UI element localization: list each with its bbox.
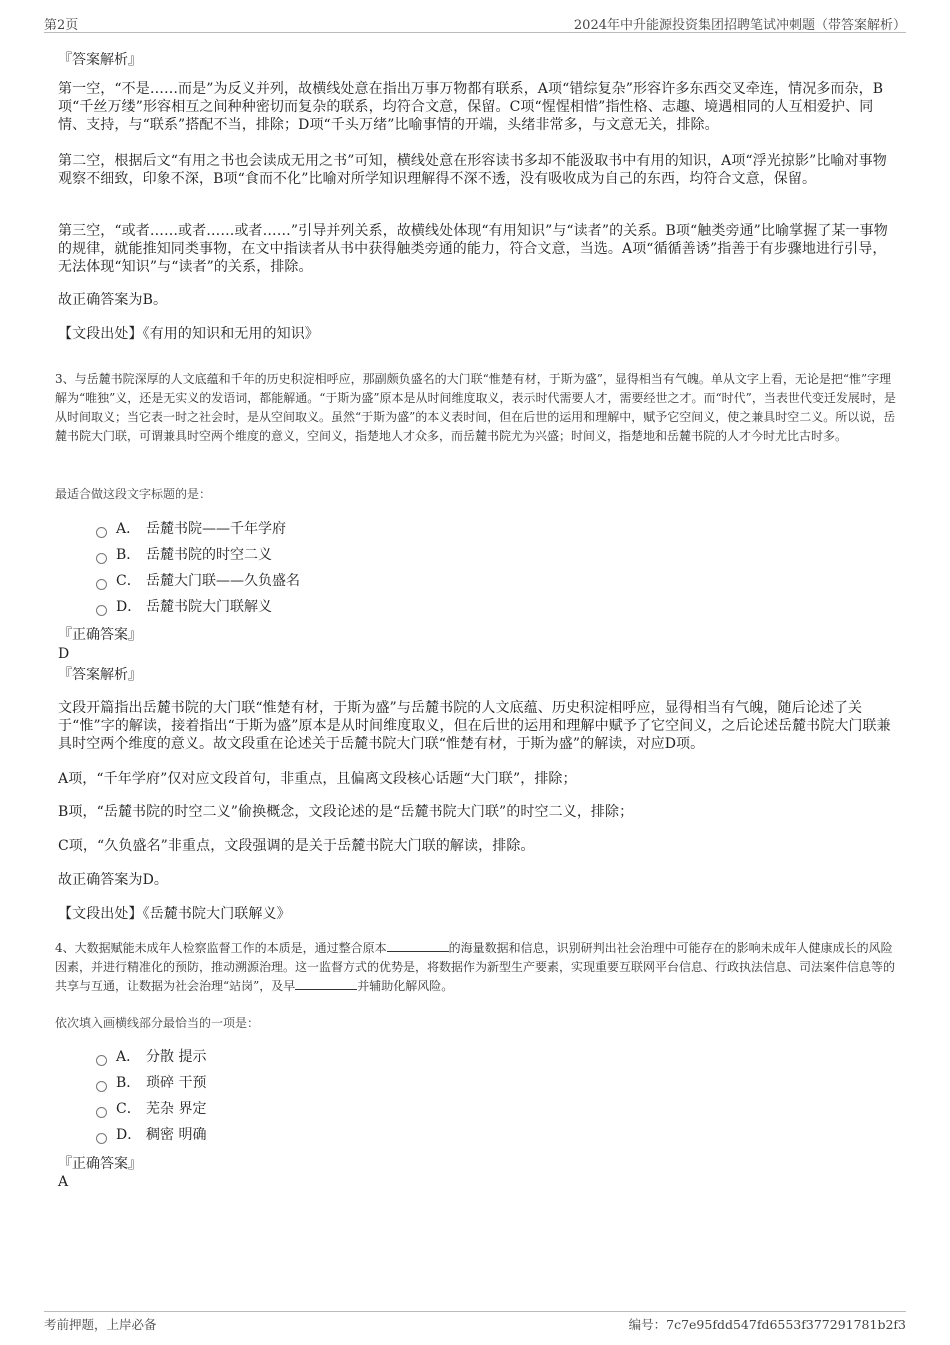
option-c[interactable]: C． 岳麓大门联——久负盛名 bbox=[96, 572, 300, 590]
question-prompt: 最适合做这段文字标题的是： bbox=[55, 487, 212, 501]
answer-value: A bbox=[58, 1174, 69, 1190]
option-a[interactable]: A． 岳麓书院——千年学府 bbox=[96, 520, 286, 538]
option-b[interactable]: B． 岳麓书院的时空二义 bbox=[96, 546, 272, 564]
analysis-label: 『答案解析』 bbox=[58, 667, 142, 683]
question-prompt: 依次填入画横线部分最恰当的一项是： bbox=[55, 1016, 260, 1030]
answer-blank bbox=[387, 939, 449, 952]
analysis-paragraph: 第二空，根据后文“有用之书也会读成无用之书”可知，横线处意在形容读书多却不能汲取书中有用的知识，A项“浮光掠影”比喻对事物观察不细致，印象不深，B项“食而不化”比喻对所学知识理解得不深不透，没有吸收成为自己的东西，均符合文意，保留。 bbox=[58, 153, 887, 187]
radio-button[interactable] bbox=[96, 1107, 107, 1118]
page-number: 第2页 bbox=[44, 18, 79, 33]
option-b[interactable]: B． 琐碎 干预 bbox=[96, 1074, 206, 1092]
answer-label: 『正确答案』 bbox=[58, 627, 142, 643]
option-d[interactable]: D． 稠密 明确 bbox=[96, 1126, 206, 1144]
radio-button[interactable] bbox=[96, 527, 107, 538]
radio-button[interactable] bbox=[96, 553, 107, 564]
answer-value: D bbox=[58, 646, 70, 662]
analysis-paragraph: C项，“久负盛名”非重点，文段强调的是关于岳麓书院大门联的解读，排除。 bbox=[58, 838, 535, 854]
analysis-paragraph: 第一空，“不是……而是”为反义并列，故横线处意在指出万事万物都有联系，A项“错综复杂”形容许多东西交叉牵连，情况多而杂，B项“千丝万缕”形容相互之间种种密切而复杂的联系，均符合文意，保留。C项“惺惺相惜”指性格、志趣、境遇相同的人互相爱护、同情、支持，与“联系”搭配不当，排除；D项“千头万绪”比喻事情的开端，头绪非常多，与文意无关，排除。 bbox=[58, 81, 884, 133]
answer-label: 『正确答案』 bbox=[58, 1156, 142, 1172]
page-header bbox=[44, 14, 906, 33]
radio-button[interactable] bbox=[96, 1081, 107, 1092]
page-footer bbox=[44, 1311, 906, 1333]
radio-button[interactable] bbox=[96, 1055, 107, 1066]
option-d[interactable]: D． 岳麓书院大门联解义 bbox=[96, 598, 272, 616]
option-a[interactable]: A． 分散 提示 bbox=[96, 1048, 206, 1066]
source: 【文段出处】《岳麓书院大门联解义》 bbox=[58, 906, 291, 922]
radio-button[interactable] bbox=[96, 579, 107, 590]
analysis-paragraph: B项，“岳麓书院的时空二义”偷换概念，文段论述的是“岳麓书院大门联”的时空二义，排除； bbox=[58, 804, 634, 820]
answer-blank bbox=[295, 977, 357, 990]
radio-button[interactable] bbox=[96, 605, 107, 616]
question-text: 3、与岳麓书院深厚的人文底蕴和千年的历史积淀相呼应，那副颇负盛名的大门联“惟楚有材，于斯为盛”，显得相当有气魄。单从文字上看，无论是把“惟”字理解为“唯独”义，还是无实义的发语词，都能解通。“于斯为盛”原本是从时间维度取义，表示时代需要人才，需要经世之才。而“时代”，当表世代变迁发展时，是从时间取义；当它表一时之社会时，是从空间取义。虽然“于斯为盛”的本义表时间，但在后世的运用和理解中，赋予它空间义，使之兼具时空二义。所以说，岳麓书院大门联，可谓兼具时空两个维度的意义，空间义，指楚地人才众多，而岳麓书院尤为兴盛；时间义，指楚地和岳麓书院的人才今时尤比古时多。 bbox=[55, 372, 896, 443]
analysis-paragraph: 文段开篇指出岳麓书院的大门联“惟楚有材，于斯为盛”与岳麓书院的人文底蕴、历史积淀相呼应，显得相当有气魄，随后论述了关于“惟”字的解读，接着指出“于斯为盛”原本是从时间维度取义，但在后世的运用和理解中赋予了它空间义，之后论述岳麓书院大门联兼具时空两个维度的意义。故文段重在论述关于岳麓书院大门联“惟楚有材，于斯为盛”的解读，对应D项。 bbox=[58, 700, 891, 752]
analysis-paragraph: A项，“千年学府”仅对应文段首句，非重点，且偏离文段核心话题“大门联”，排除； bbox=[58, 771, 577, 787]
radio-button[interactable] bbox=[96, 1133, 107, 1144]
conclusion: 故正确答案为B。 bbox=[58, 292, 168, 308]
footer-slogan: 考前押题，上岸必备 bbox=[44, 1317, 157, 1332]
conclusion: 故正确答案为D。 bbox=[58, 872, 169, 888]
source: 【文段出处】《有用的知识和无用的知识》 bbox=[58, 326, 319, 342]
question-text: 4、大数据赋能未成年人检察监督工作的本质是，通过整合原本 的海量数据和信息，识别研判出社会治理中可能存在的影响未成年人健康成长的风险因素，并进行精准化的预防，推动溯源治理。这一监督方式的优势是，将数据作为新型生产要素，实现重要互联网平台信息、行政执法信息、司法案件信息等的共享与互通，让数据为社会治理“站岗”，及早 并辅助化解风险。 bbox=[55, 941, 896, 993]
document-id: 编号：7c7e95fdd547fd6553f377291781b2f3 bbox=[628, 1317, 906, 1332]
analysis-paragraph: 第三空，“或者……或者……或者……”引导并列关系，故横线处体现“有用知识”与“读者”的关系。B项“触类旁通”比喻掌握了某一事物的规律，就能推知同类事物，在文中指读者从书中获得触类旁通的能力，符合文意，当选。A项“循循善诱”指善于有步骤地进行引导，无法体现“知识”与“读者”的关系，排除。 bbox=[58, 223, 888, 275]
option-c[interactable]: C． 芜杂 界定 bbox=[96, 1100, 206, 1118]
analysis-label: 『答案解析』 bbox=[58, 52, 142, 68]
document-title: 2024年中升能源投资集团招聘笔试冲刺题（带答案解析） bbox=[573, 18, 906, 33]
